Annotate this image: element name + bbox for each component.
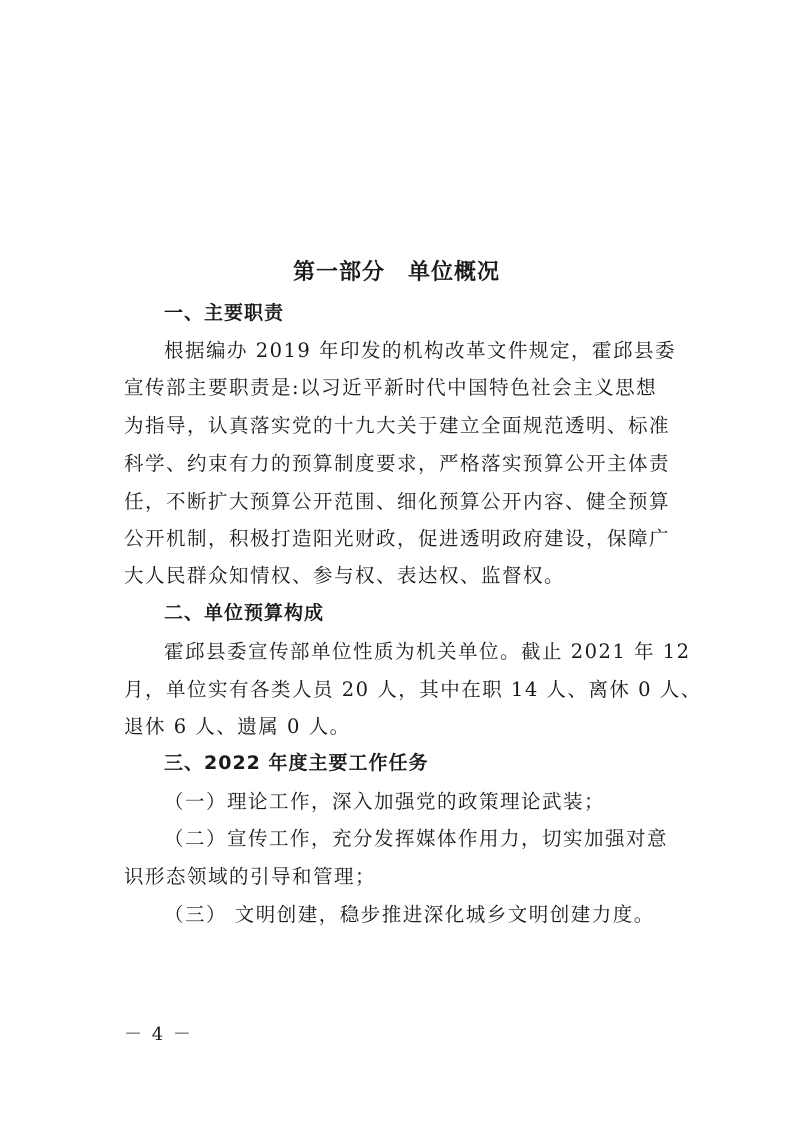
paragraph-line: 任，不断扩大预算公开范围、细化预算公开内容、健全预算: [124, 490, 671, 513]
paragraph-line: 识形态领域的引导和管理；: [124, 865, 377, 888]
paragraph-line: 月，单位实有各类人员 20 人，其中在职 14 人、离休 0 人、: [124, 678, 702, 701]
paragraph-line: 大人民群众知情权、参与权、表达权、监督权。: [124, 564, 566, 587]
section-heading-budget-composition: 二、单位预算构成: [164, 602, 325, 624]
paragraph-line: 公开机制，积极打造阳光财政，促进透明政府建设，保障广: [124, 527, 671, 550]
page-title: 第一部分 单位概况: [292, 260, 500, 285]
paragraph-line: （一）理论工作，深入加强党的政策理论武装；: [164, 790, 606, 813]
section-heading-duties: 一、主要职责: [164, 302, 285, 324]
paragraph-line: 宣传部主要职责是:以习近平新时代中国特色社会主义思想: [124, 376, 658, 399]
paragraph-line: （二）宣传工作，充分发挥媒体作用力，切实加强对意: [164, 827, 669, 850]
paragraph-line: 根据编办 2019 年印发的机构改革文件规定，霍邱县委: [164, 339, 677, 362]
paragraph-line: 退休 6 人、遗属 0 人。: [124, 715, 351, 738]
paragraph-line: 为指导，认真落实党的十九大关于建立全面规范透明、标准: [124, 414, 671, 437]
paragraph-line: 科学、约束有力的预算制度要求，严格落实预算公开主体责: [124, 452, 671, 475]
section-heading-work-tasks: 三、2022 年度主要工作任务: [164, 752, 429, 774]
paragraph-line: （三） 文明创建，稳步推进深化城乡文明创建力度。: [164, 903, 655, 926]
paragraph-line: 霍邱县委宣传部单位性质为机关单位。截止 2021 年 12: [164, 640, 691, 663]
page-number: － 4 －: [124, 1024, 193, 1045]
